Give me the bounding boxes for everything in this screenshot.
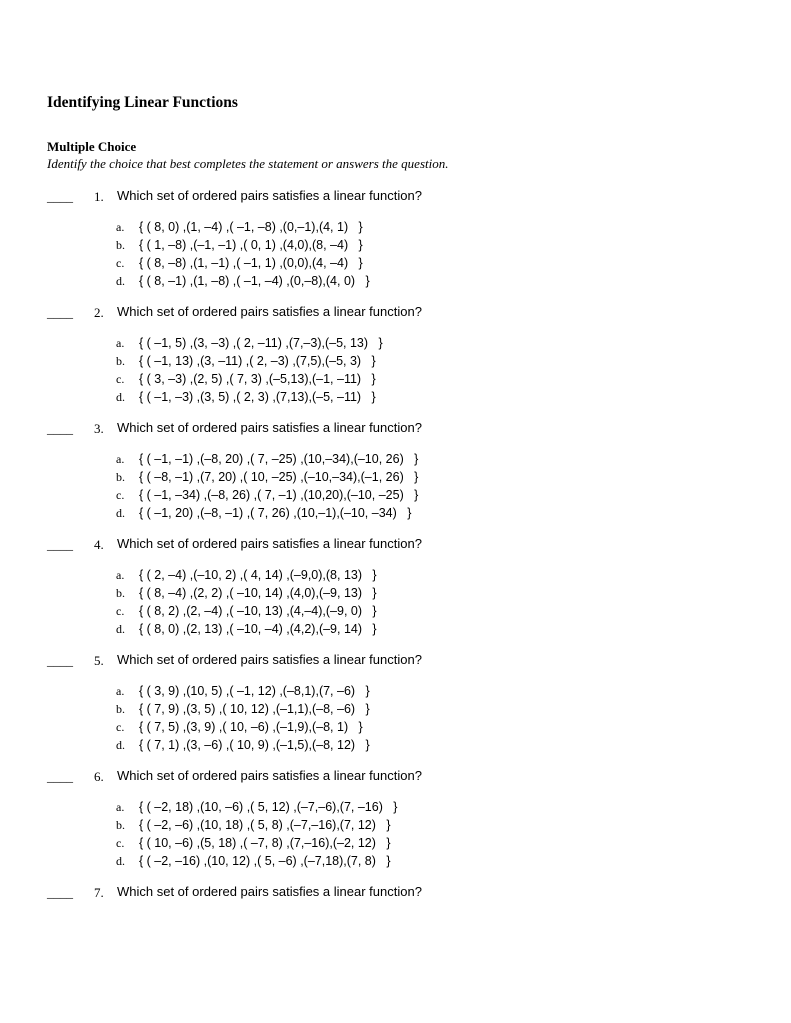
answer-choice [0,255,791,273]
choice-letter: d. [116,390,125,404]
question-number: 6. [94,769,104,784]
choice-text: { ( –1, 20) ,(–8, –1) ,( 7, 26) ,(10,–1),(–10, –34) } [139,506,412,520]
choice-text: { ( –8, –1) ,(7, 20) ,( 10, –25) ,(–10,–34),(–1, 26) } [139,470,419,484]
choice-text: { ( –2, 18) ,(10, –6) ,( 5, 12) ,(–7,–6),(7, –16) } [139,800,398,814]
question-number: 5. [94,653,104,668]
choice-text: { ( –1, –34) ,(–8, 26) ,( 7, –1) ,(10,20),(–10, –25) } [139,488,419,502]
choice-text: { ( 3, 9) ,(10, 5) ,( –1, 12) ,(–8,1),(7, –6) } [139,684,370,698]
choice-text: { ( 1, –8) ,(–1, –1) ,( 0, 1) ,(4,0),(8, –4) } [139,238,363,252]
answer-blank[interactable]: ____ [47,189,73,204]
choice-letter: c. [116,836,125,850]
choice-text: { ( 10, –6) ,(5, 18) ,( –7, 8) ,(7,–16),(–2, 12) } [139,836,391,850]
choice-letter: d. [116,854,125,868]
choice-letter: a. [116,220,125,234]
choice-text: { ( –2, –16) ,(10, 12) ,( 5, –6) ,(–7,18),(7, 8) } [139,854,391,868]
question-item [0,653,791,763]
choice-letter: b. [116,586,125,600]
question-stem: Which set of ordered pairs satisfies a linear function? [117,768,422,783]
answer-choice [0,719,791,737]
choice-text: { ( –2, –6) ,(10, 18) ,( 5, 8) ,(–7,–16),(7, 12) } [139,818,391,832]
choice-text: { ( –1, 13) ,(3, –11) ,( 2, –3) ,(7,5),(–5, 3) } [139,354,376,368]
answer-choice [0,469,791,487]
choice-letter: d. [116,738,125,752]
question-item [0,537,791,647]
answer-choice [0,603,791,621]
choice-letter: b. [116,818,125,832]
instructions-text: Identify the choice that best completes the statement or answers the question. [47,156,449,171]
answer-blank[interactable]: ____ [47,421,73,436]
choice-text: { ( 8, –8) ,(1, –1) ,( –1, 1) ,(0,0),(4, –4) } [139,256,363,270]
question-item [0,421,791,531]
question-stem: Which set of ordered pairs satisfies a linear function? [117,536,422,551]
choice-letter: d. [116,506,125,520]
choice-text: { ( –1, –3) ,(3, 5) ,( 2, 3) ,(7,13),(–5, –11) } [139,390,376,404]
question-number: 2. [94,305,104,320]
answer-choice [0,621,791,639]
answer-blank[interactable]: ____ [47,305,73,320]
choice-text: { ( 7, 1) ,(3, –6) ,( 10, 9) ,(–1,5),(–8, 12) } [139,738,370,752]
answer-choice [0,335,791,353]
answer-blank[interactable]: ____ [47,537,73,552]
choice-letter: c. [116,604,125,618]
question-stem: Which set of ordered pairs satisfies a linear function? [117,652,422,667]
answer-choice [0,487,791,505]
choice-text: { ( 8, 0) ,(2, 13) ,( –10, –4) ,(4,2),(–9, 14) } [139,622,377,636]
answer-choice [0,237,791,255]
choice-text: { ( 3, –3) ,(2, 5) ,( 7, 3) ,(–5,13),(–1, –11) } [139,372,376,386]
answer-blank[interactable]: ____ [47,885,73,900]
question-stem: Which set of ordered pairs satisfies a linear function? [117,304,422,319]
choice-letter: a. [116,336,125,350]
answer-blank[interactable]: ____ [47,653,73,668]
choice-letter: c. [116,720,125,734]
answer-choice [0,505,791,523]
answer-choice [0,371,791,389]
answer-choice [0,737,791,755]
choice-letter: a. [116,568,125,582]
question-stem: Which set of ordered pairs satisfies a linear function? [117,884,422,899]
choice-text: { ( 8, –1) ,(1, –8) ,( –1, –4) ,(0,–8),(4, 0) } [139,274,370,288]
answer-choice [0,585,791,603]
choice-letter: b. [116,354,125,368]
section-heading: Multiple Choice [47,139,137,154]
answer-choice [0,683,791,701]
choice-letter: c. [116,256,125,270]
question-number: 4. [94,537,104,552]
answer-choice [0,567,791,585]
choice-letter: a. [116,800,125,814]
question-item [0,189,791,299]
question-number: 7. [94,885,104,900]
choice-letter: b. [116,238,125,252]
answer-choice [0,835,791,853]
answer-choice [0,853,791,871]
choice-text: { ( 7, 5) ,(3, 9) ,( 10, –6) ,(–1,9),(–8, 1) } [139,720,363,734]
answer-choice [0,701,791,719]
page-title: Identifying Linear Functions [47,94,238,111]
choice-letter: b. [116,470,125,484]
answer-choice [0,353,791,371]
question-number: 1. [94,189,104,204]
question-item [0,305,791,415]
choice-text: { ( 8, –4) ,(2, 2) ,( –10, 14) ,(4,0),(–9, 13) } [139,586,377,600]
choice-text: { ( 2, –4) ,(–10, 2) ,( 4, 14) ,(–9,0),(8, 13) } [139,568,377,582]
answer-choice [0,451,791,469]
choice-letter: a. [116,452,125,466]
choice-text: { ( 8, 0) ,(1, –4) ,( –1, –8) ,(0,–1),(4, 1) } [139,220,363,234]
choice-letter: d. [116,622,125,636]
question-number: 3. [94,421,104,436]
choice-letter: c. [116,488,125,502]
answer-choice [0,389,791,407]
question-stem: Which set of ordered pairs satisfies a linear function? [117,420,422,435]
question-item [0,885,791,995]
question-stem: Which set of ordered pairs satisfies a linear function? [117,188,422,203]
answer-choice [0,273,791,291]
choice-text: { ( –1, 5) ,(3, –3) ,( 2, –11) ,(7,–3),(–5, 13) } [139,336,383,350]
answer-choice [0,219,791,237]
choice-text: { ( 8, 2) ,(2, –4) ,( –10, 13) ,(4,–4),(–9, 0) } [139,604,377,618]
answer-choice [0,817,791,835]
choice-text: { ( 7, 9) ,(3, 5) ,( 10, 12) ,(–1,1),(–8, –6) } [139,702,370,716]
answer-blank[interactable]: ____ [47,769,73,784]
choice-letter: c. [116,372,125,386]
answer-choice [0,799,791,817]
choice-letter: b. [116,702,125,716]
choice-letter: d. [116,274,125,288]
choice-letter: a. [116,684,125,698]
choice-text: { ( –1, –1) ,(–8, 20) ,( 7, –25) ,(10,–34),(–10, 26) } [139,452,419,466]
question-item [0,769,791,879]
